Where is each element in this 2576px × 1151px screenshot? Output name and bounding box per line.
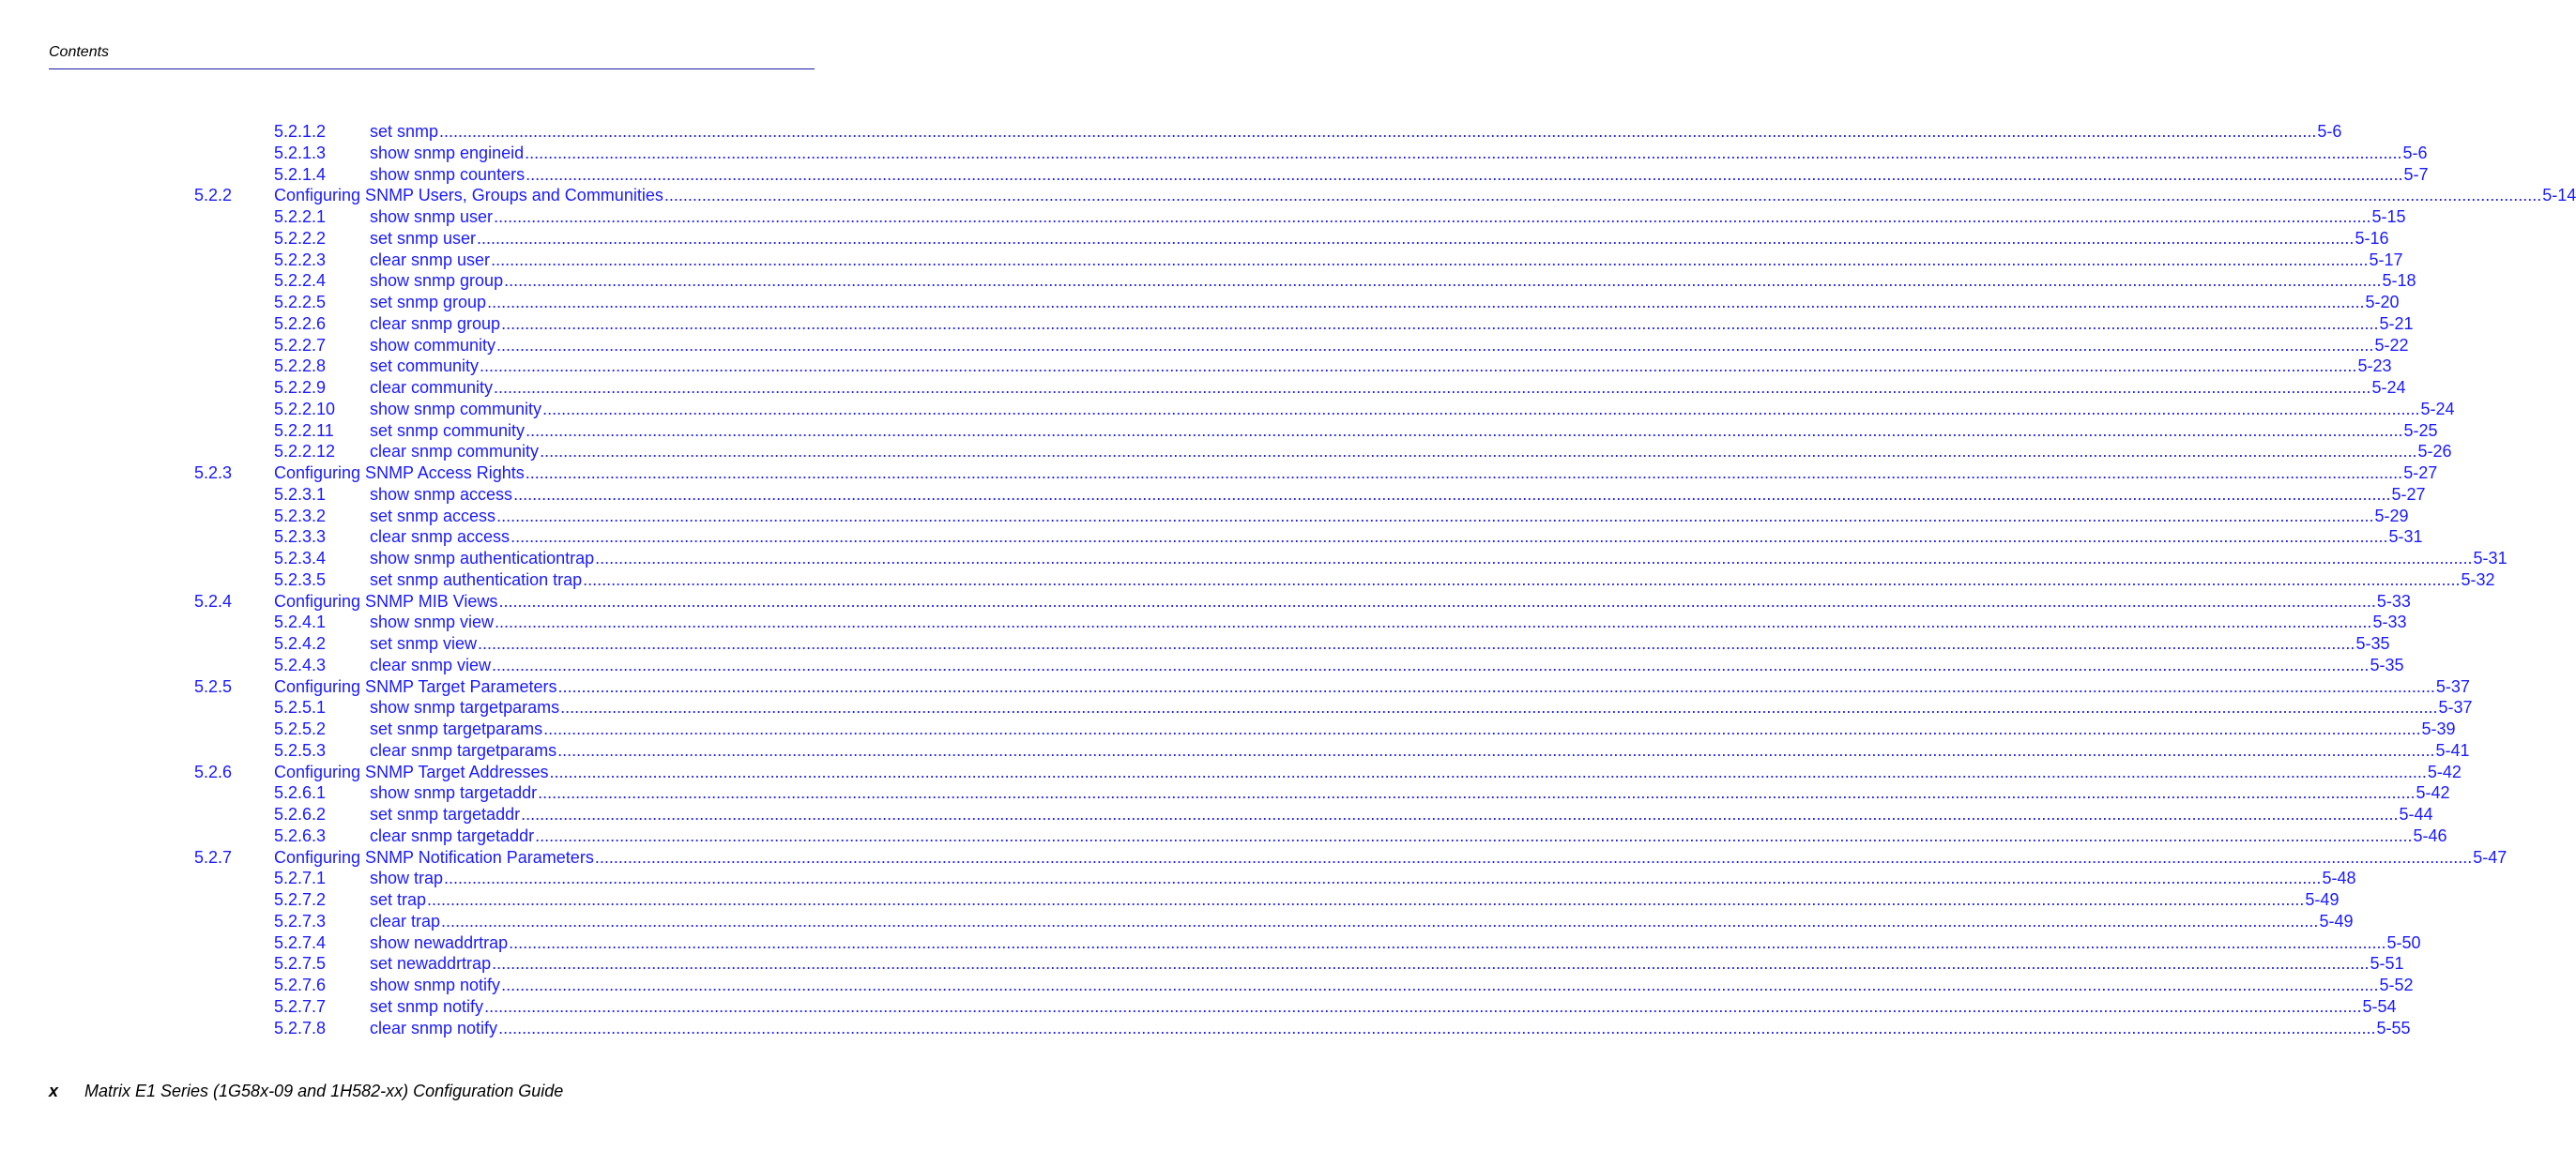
toc-entry-title: show snmp targetaddr bbox=[370, 783, 538, 803]
toc-entry[interactable] bbox=[0, 356, 2392, 377]
toc-entry[interactable] bbox=[0, 953, 2404, 975]
toc-dot-leader: ................................................................................................................................................................................................................................................................................................................................................................................................................ bbox=[496, 506, 2374, 525]
toc-entry[interactable] bbox=[0, 143, 2428, 164]
toc-entry-link[interactable] bbox=[370, 377, 2406, 399]
toc-entry-page: 5-35 bbox=[2370, 655, 2404, 674]
toc-entry-page: 5-21 bbox=[2379, 313, 2414, 333]
toc-entry-page: 5-6 bbox=[2317, 122, 2342, 141]
toc-dot-leader: ................................................................................................................................................................................................................................................................................................................................................................................................................ bbox=[495, 613, 2372, 632]
toc-entry-number: 5.2.6.2 bbox=[274, 805, 327, 824]
toc-entry[interactable] bbox=[0, 377, 2406, 399]
toc-entry-page: 5-41 bbox=[2435, 740, 2470, 760]
toc-entry-page: 5-55 bbox=[2376, 1018, 2411, 1037]
toc-entry-number: 5.2.2.8 bbox=[274, 356, 327, 376]
toc-entry-number: 5.2.6.1 bbox=[274, 783, 327, 803]
toc-entry-title: set snmp view bbox=[370, 634, 478, 653]
toc-entry-page: 5-24 bbox=[2371, 378, 2406, 397]
toc-entry-link[interactable] bbox=[370, 206, 2406, 228]
toc-entry-link[interactable] bbox=[370, 633, 2390, 655]
toc-entry[interactable] bbox=[0, 335, 2409, 356]
toc-entry-title: clear snmp view bbox=[370, 655, 492, 674]
toc-entry-link[interactable] bbox=[370, 697, 2473, 719]
toc-entry-link[interactable] bbox=[370, 719, 2456, 740]
toc-entry-title: show snmp engineid bbox=[370, 143, 525, 162]
toc-entry-link[interactable] bbox=[370, 441, 2452, 462]
toc-dot-leader: ................................................................................................................................................................................................................................................................................................................................................................................................................ bbox=[513, 484, 2391, 504]
toc-entry[interactable] bbox=[0, 250, 2403, 271]
toc-dot-leader: ................................................................................................................................................................................................................................................................................................................................................................................................................ bbox=[498, 591, 2376, 611]
toc-entry-link[interactable] bbox=[370, 335, 2409, 356]
toc-entry-title: Configuring SNMP Users, Groups and Communities bbox=[274, 186, 663, 205]
toc-entry-link[interactable] bbox=[370, 975, 2414, 996]
toc-entry-link[interactable] bbox=[370, 270, 2416, 292]
toc-dot-leader: ................................................................................................................................................................................................................................................................................................................................................................................................................ bbox=[439, 122, 2317, 141]
toc-entry-title: show community bbox=[370, 335, 496, 355]
toc-entry-title: Configuring SNMP Access Rights bbox=[274, 463, 525, 482]
toc-entry[interactable] bbox=[0, 164, 2429, 186]
toc-entry-link[interactable] bbox=[274, 591, 2411, 613]
toc-entry-title: clear snmp targetparams bbox=[370, 740, 557, 760]
toc-entry[interactable] bbox=[0, 228, 2389, 250]
toc-entry-title: show snmp view bbox=[370, 613, 495, 632]
toc-dot-leader: ................................................................................................................................................................................................................................................................................................................................................................................................................ bbox=[525, 463, 2403, 482]
toc-entry-number: 5.2.2.10 bbox=[274, 399, 336, 418]
toc-entry-link[interactable] bbox=[370, 420, 2438, 442]
toc-entry-number: 5.2.3.3 bbox=[274, 527, 327, 547]
toc-entry-page: 5-22 bbox=[2374, 335, 2409, 355]
toc-dot-leader: ................................................................................................................................................................................................................................................................................................................................................................................................................ bbox=[494, 378, 2371, 397]
footer-title: Matrix E1 Series (1G58x-09 and 1H582-xx) Configuration Guide bbox=[84, 1082, 564, 1100]
toc-dot-leader: ................................................................................................................................................................................................................................................................................................................................................................................................................ bbox=[501, 313, 2379, 333]
toc-dot-leader: ................................................................................................................................................................................................................................................................................................................................................................................................................ bbox=[484, 996, 2362, 1016]
toc-dot-leader: ................................................................................................................................................................................................................................................................................................................................................................................................................ bbox=[543, 719, 2421, 738]
toc-entry[interactable] bbox=[0, 782, 2450, 804]
toc-entry-number: 5.2.7.2 bbox=[274, 890, 327, 909]
toc-entry-page: 5-51 bbox=[2370, 954, 2404, 974]
toc-entry-title: clear snmp user bbox=[370, 250, 491, 269]
toc-dot-leader: ................................................................................................................................................................................................................................................................................................................................................................................................................ bbox=[480, 356, 2357, 376]
toc-entry[interactable] bbox=[0, 121, 2342, 143]
toc-entry[interactable] bbox=[0, 676, 2470, 698]
toc-entry-number: 5.2.4.1 bbox=[274, 613, 327, 632]
toc-entry[interactable] bbox=[0, 804, 2433, 825]
toc-entry-link[interactable] bbox=[370, 526, 2423, 548]
toc-entry-title: clear snmp group bbox=[370, 313, 501, 333]
toc-entry-title: clear snmp access bbox=[370, 527, 511, 547]
toc-entry-link[interactable] bbox=[370, 143, 2428, 164]
toc-entry[interactable] bbox=[0, 612, 2407, 633]
toc-dot-leader: ................................................................................................................................................................................................................................................................................................................................................................................................................ bbox=[511, 527, 2388, 547]
toc-entry[interactable] bbox=[0, 420, 2438, 442]
toc-entry[interactable] bbox=[0, 697, 2473, 719]
toc-entry[interactable] bbox=[0, 825, 2447, 847]
toc-dot-leader: ................................................................................................................................................................................................................................................................................................................................................................................................................ bbox=[540, 442, 2417, 462]
toc-entry-title: clear snmp notify bbox=[370, 1018, 498, 1037]
toc-entry-title: set snmp targetaddr bbox=[370, 805, 521, 824]
toc-entry-title: Configuring SNMP Notification Parameters bbox=[274, 847, 594, 867]
header-title: Contents bbox=[49, 44, 110, 60]
toc-entry[interactable] bbox=[0, 719, 2456, 740]
toc-entry[interactable] bbox=[0, 868, 2356, 889]
toc-dot-leader: ................................................................................................................................................................................................................................................................................................................................................................................................................ bbox=[498, 1018, 2376, 1037]
toc-entry[interactable] bbox=[0, 975, 2414, 996]
toc-entry-number: 5.2.7.8 bbox=[274, 1018, 327, 1037]
toc-entry-title: clear snmp community bbox=[370, 442, 540, 462]
toc-dot-leader: ................................................................................................................................................................................................................................................................................................................................................................................................................ bbox=[526, 164, 2403, 184]
toc-entry-link[interactable] bbox=[370, 996, 2397, 1018]
toc-entry-link[interactable] bbox=[370, 399, 2455, 420]
toc-entry-title: set snmp authentication trap bbox=[370, 569, 583, 589]
toc-entry-page: 5-29 bbox=[2374, 506, 2409, 525]
toc-dot-leader: ................................................................................................................................................................................................................................................................................................................................................................................................................ bbox=[549, 762, 2427, 781]
toc-dot-leader: ................................................................................................................................................................................................................................................................................................................................................................................................................ bbox=[478, 634, 2355, 653]
toc-entry[interactable] bbox=[0, 633, 2390, 655]
toc-entry-page: 5-49 bbox=[2319, 911, 2354, 931]
toc-entry-page: 5-39 bbox=[2421, 719, 2456, 738]
toc-entry-number: 5.2.2.7 bbox=[274, 335, 327, 355]
toc-dot-leader: ................................................................................................................................................................................................................................................................................................................................................................................................................ bbox=[441, 911, 2319, 931]
toc-entry-link[interactable] bbox=[370, 228, 2389, 250]
toc-entry-number: 5.2.2.1 bbox=[274, 207, 327, 226]
toc-entry[interactable] bbox=[0, 762, 2462, 783]
toc-dot-leader: ................................................................................................................................................................................................................................................................................................................................................................................................................ bbox=[477, 228, 2355, 248]
toc-entry-title: clear snmp targetaddr bbox=[370, 825, 535, 845]
toc-entry-title: Configuring SNMP Target Addresses bbox=[274, 762, 549, 781]
toc-entry-page: 5-15 bbox=[2371, 207, 2406, 226]
toc-entry-number: 5.2.7.7 bbox=[274, 996, 327, 1016]
toc-entry-title: show snmp community bbox=[370, 399, 542, 418]
toc-entry-title: set snmp notify bbox=[370, 996, 484, 1016]
toc-entry-title: set snmp access bbox=[370, 506, 496, 525]
toc-dot-leader: ................................................................................................................................................................................................................................................................................................................................................................................................................ bbox=[444, 869, 2322, 888]
toc-entry-page: 5-49 bbox=[2305, 890, 2340, 909]
toc-entry[interactable] bbox=[0, 506, 2409, 527]
toc-dot-leader: ................................................................................................................................................................................................................................................................................................................................................................................................................ bbox=[557, 740, 2435, 760]
toc-entry-page: 5-17 bbox=[2369, 250, 2403, 269]
toc-entry-page: 5-52 bbox=[2379, 976, 2414, 994]
toc-entry-page: 5-14 bbox=[2542, 186, 2576, 205]
toc-entry-page: 5-16 bbox=[2355, 228, 2389, 248]
toc-entry-page: 5-18 bbox=[2382, 271, 2416, 291]
toc-entry-number: 5.2.7.1 bbox=[274, 869, 327, 888]
toc-entry-number: 5.2.7.3 bbox=[274, 911, 327, 931]
toc-dot-leader: ................................................................................................................................................................................................................................................................................................................................................................................................................ bbox=[504, 271, 2382, 291]
toc-entry-link[interactable] bbox=[370, 121, 2342, 143]
toc-entry-page: 5-47 bbox=[2473, 847, 2507, 867]
toc-dot-leader: ................................................................................................................................................................................................................................................................................................................................................................................................................ bbox=[492, 655, 2370, 674]
toc-entry-link[interactable] bbox=[274, 185, 2576, 206]
toc-entry-number: 5.2.2.4 bbox=[274, 271, 327, 291]
toc-entry-page: 5-42 bbox=[2427, 762, 2462, 781]
toc-entry-page: 5-44 bbox=[2399, 805, 2433, 824]
toc-entry-link[interactable] bbox=[370, 1018, 2411, 1039]
toc-entry-number: 5.2.5.3 bbox=[274, 740, 327, 760]
toc-entry[interactable] bbox=[0, 911, 2354, 932]
toc-entry-title: clear trap bbox=[370, 911, 441, 931]
toc-entry-number: 5.2.7 bbox=[194, 847, 233, 867]
toc-entry-number: 5.2.7.6 bbox=[274, 976, 327, 994]
toc-entry-number: 5.2.6 bbox=[194, 762, 233, 781]
toc-entry-number: 5.2.5.1 bbox=[274, 698, 327, 718]
toc-entry-number: 5.2.5.2 bbox=[274, 719, 327, 738]
toc-entry-page: 5-33 bbox=[2376, 591, 2411, 611]
toc-entry-title: show snmp authenticationtrap bbox=[370, 549, 595, 568]
toc-entry-link[interactable] bbox=[274, 762, 2462, 783]
toc-entry-title: set community bbox=[370, 356, 480, 376]
toc-entry-title: show snmp access bbox=[370, 484, 513, 504]
toc-entry-link[interactable] bbox=[370, 740, 2470, 762]
toc-entry-title: set trap bbox=[370, 890, 427, 909]
toc-dot-leader: ................................................................................................................................................................................................................................................................................................................................................................................................................ bbox=[583, 569, 2461, 589]
toc-entry-number: 5.2.5 bbox=[194, 676, 233, 696]
header-rule bbox=[49, 68, 815, 69]
toc-entry-number: 5.2.2.11 bbox=[274, 420, 334, 440]
toc-dot-leader: ................................................................................................................................................................................................................................................................................................................................................................................................................ bbox=[595, 549, 2473, 568]
toc-entry-title: show snmp user bbox=[370, 207, 494, 226]
toc-entry-link[interactable] bbox=[370, 868, 2356, 889]
toc-entry-page: 5-27 bbox=[2403, 463, 2438, 482]
toc-dot-leader: ................................................................................................................................................................................................................................................................................................................................................................................................................ bbox=[538, 783, 2416, 803]
toc-entry[interactable] bbox=[0, 889, 2340, 911]
toc-dot-leader: ................................................................................................................................................................................................................................................................................................................................................................................................................ bbox=[542, 399, 2420, 418]
toc-entry-link[interactable] bbox=[370, 292, 2400, 313]
toc-entry-number: 5.2.2.5 bbox=[274, 293, 327, 311]
toc-entry-title: show snmp notify bbox=[370, 976, 501, 994]
toc-entry[interactable] bbox=[0, 996, 2397, 1018]
toc-entry-page: 5-31 bbox=[2473, 549, 2507, 568]
toc-entry[interactable] bbox=[0, 185, 2576, 206]
toc-entry-link[interactable] bbox=[370, 612, 2407, 633]
toc-entry-title: Configuring SNMP Target Parameters bbox=[274, 676, 557, 696]
toc-entry-page: 5-32 bbox=[2461, 569, 2495, 589]
toc-entry[interactable] bbox=[0, 484, 2426, 506]
toc-entry-title: show newaddrtrap bbox=[370, 932, 509, 952]
toc-entry[interactable] bbox=[0, 270, 2416, 292]
toc-entry-link[interactable] bbox=[370, 506, 2409, 527]
toc-entry-number: 5.2.2.6 bbox=[274, 313, 327, 333]
toc-entry-page: 5-46 bbox=[2413, 825, 2447, 845]
toc-entry-link[interactable] bbox=[370, 164, 2429, 186]
toc-entry-number: 5.2.7.5 bbox=[274, 954, 327, 974]
toc-entry-number: 5.2.2.9 bbox=[274, 378, 327, 397]
toc-entry-number: 5.2.3.2 bbox=[274, 506, 327, 525]
toc-entry-number: 5.2.3.1 bbox=[274, 484, 327, 504]
toc-entry-title: Configuring SNMP MIB Views bbox=[274, 591, 498, 611]
toc-entry-number: 5.2.3.5 bbox=[274, 569, 327, 589]
toc-entry[interactable] bbox=[0, 526, 2423, 548]
toc-entry-link[interactable] bbox=[274, 462, 2438, 484]
toc-entry-link[interactable] bbox=[370, 804, 2433, 825]
toc-entry-number: 5.2.2.3 bbox=[274, 250, 327, 269]
toc-entry-number: 5.2.4.2 bbox=[274, 634, 327, 653]
toc-entry-title: set snmp targetparams bbox=[370, 719, 543, 738]
toc-entry-page: 5-35 bbox=[2355, 634, 2390, 653]
toc-entry-title: set snmp user bbox=[370, 228, 477, 248]
toc-dot-leader: ................................................................................................................................................................................................................................................................................................................................................................................................................ bbox=[535, 825, 2413, 845]
toc-entry[interactable] bbox=[0, 740, 2470, 762]
toc-entry-number: 5.2.2 bbox=[194, 186, 233, 205]
toc-entry-page: 5-27 bbox=[2391, 484, 2426, 504]
toc-dot-leader: ................................................................................................................................................................................................................................................................................................................................................................................................................ bbox=[509, 932, 2386, 952]
toc-entry-link[interactable] bbox=[370, 782, 2450, 804]
toc-entry[interactable] bbox=[0, 569, 2495, 591]
toc-entry-page: 5-37 bbox=[2438, 698, 2473, 718]
toc-entry-title: set snmp bbox=[370, 122, 439, 141]
toc-dot-leader: ................................................................................................................................................................................................................................................................................................................................................................................................................ bbox=[427, 890, 2305, 909]
toc-entry-number: 5.2.1.4 bbox=[274, 164, 327, 184]
toc-entry-link[interactable] bbox=[370, 484, 2426, 506]
toc-entry-page: 5-50 bbox=[2386, 932, 2421, 952]
toc-dot-leader: ................................................................................................................................................................................................................................................................................................................................................................................................................ bbox=[557, 676, 2435, 696]
toc-entry-title: show trap bbox=[370, 869, 444, 888]
toc-entry-page: 5-37 bbox=[2435, 676, 2470, 696]
toc-entry-page: 5-42 bbox=[2416, 783, 2450, 803]
toc-entry-link[interactable] bbox=[370, 911, 2354, 932]
toc-entry-link[interactable] bbox=[274, 847, 2507, 869]
toc-entry-number: 5.2.1.2 bbox=[274, 122, 327, 141]
toc-dot-leader: ................................................................................................................................................................................................................................................................................................................................................................................................................ bbox=[491, 250, 2369, 269]
toc-dot-leader: ................................................................................................................................................................................................................................................................................................................................................................................................................ bbox=[594, 847, 2473, 867]
toc-entry[interactable] bbox=[0, 462, 2438, 484]
toc-entry-number: 5.2.6.3 bbox=[274, 825, 327, 845]
toc-entry-page: 5-54 bbox=[2362, 996, 2397, 1016]
toc-entry[interactable] bbox=[0, 313, 2414, 335]
toc-entry-page: 5-31 bbox=[2388, 527, 2423, 547]
toc-entry-link[interactable] bbox=[370, 889, 2340, 911]
toc-entry[interactable] bbox=[0, 591, 2411, 613]
toc-dot-leader: ................................................................................................................................................................................................................................................................................................................................................................................................................ bbox=[494, 207, 2371, 226]
toc-entry-link[interactable] bbox=[274, 676, 2470, 698]
toc-entry-link[interactable] bbox=[370, 932, 2421, 954]
toc-entry[interactable] bbox=[0, 441, 2452, 462]
toc-entry-page: 5-33 bbox=[2372, 613, 2407, 632]
toc-entry-link[interactable] bbox=[370, 953, 2404, 975]
toc-dot-leader: ................................................................................................................................................................................................................................................................................................................................................................................................................ bbox=[521, 805, 2399, 824]
toc-entry-link[interactable] bbox=[370, 655, 2404, 676]
toc-entry-link[interactable] bbox=[370, 569, 2495, 591]
toc-entry-title: show snmp group bbox=[370, 271, 504, 291]
toc-entry[interactable] bbox=[0, 206, 2406, 228]
toc-entry-number: 5.2.2.2 bbox=[274, 228, 327, 248]
toc-entry-number: 5.2.7.4 bbox=[274, 932, 327, 952]
toc-entry-title: show snmp targetparams bbox=[370, 698, 560, 718]
toc-entry-page: 5-25 bbox=[2403, 420, 2438, 440]
toc-entry-title: show snmp counters bbox=[370, 164, 526, 184]
toc-entry-link[interactable] bbox=[370, 313, 2414, 335]
toc-entry-link[interactable] bbox=[370, 548, 2507, 569]
toc-entry-number: 5.2.3.4 bbox=[274, 549, 327, 568]
toc-entry-page: 5-48 bbox=[2322, 869, 2356, 888]
toc-entry-page: 5-24 bbox=[2420, 399, 2455, 418]
toc-entry-number: 5.2.1.3 bbox=[274, 143, 327, 162]
toc-entry-page: 5-20 bbox=[2365, 293, 2400, 311]
toc-entry-title: set snmp community bbox=[370, 420, 526, 440]
toc-entry-number: 5.2.3 bbox=[194, 463, 233, 482]
toc-entry-number: 5.2.4.3 bbox=[274, 655, 327, 674]
toc-entry-title: set newaddrtrap bbox=[370, 954, 492, 974]
toc-entry[interactable] bbox=[0, 655, 2404, 676]
toc-entry[interactable] bbox=[0, 932, 2421, 954]
toc-list bbox=[0, 121, 2576, 1038]
footer bbox=[49, 1082, 563, 1101]
toc-entry[interactable] bbox=[0, 399, 2455, 420]
footer-page-number: x bbox=[49, 1082, 59, 1100]
toc-entry-number: 5.2.2.12 bbox=[274, 442, 336, 462]
toc-dot-leader: ................................................................................................................................................................................................................................................................................................................................................................................................................ bbox=[525, 143, 2402, 162]
toc-entry-title: clear community bbox=[370, 378, 494, 397]
toc-dot-leader: ................................................................................................................................................................................................................................................................................................................................................................................................................ bbox=[560, 698, 2438, 718]
toc-entry-link[interactable] bbox=[370, 825, 2447, 847]
toc-entry-page: 5-6 bbox=[2402, 143, 2428, 162]
toc-entry[interactable] bbox=[0, 847, 2507, 869]
toc-dot-leader: ................................................................................................................................................................................................................................................................................................................................................................................................................ bbox=[526, 420, 2403, 440]
toc-entry-page: 5-23 bbox=[2357, 356, 2392, 376]
toc-entry-link[interactable] bbox=[370, 250, 2403, 271]
toc-entry[interactable] bbox=[0, 1018, 2411, 1039]
toc-dot-leader: ................................................................................................................................................................................................................................................................................................................................................................................................................ bbox=[501, 976, 2379, 994]
toc-entry-number: 5.2.4 bbox=[194, 591, 233, 611]
toc-dot-leader: ................................................................................................................................................................................................................................................................................................................................................................................................................ bbox=[663, 186, 2542, 205]
toc-entry-page: 5-26 bbox=[2417, 442, 2452, 462]
toc-dot-leader: ................................................................................................................................................................................................................................................................................................................................................................................................................ bbox=[487, 293, 2365, 311]
toc-entry-link[interactable] bbox=[370, 356, 2392, 377]
toc-entry-title: set snmp group bbox=[370, 293, 487, 311]
toc-entry[interactable] bbox=[0, 292, 2400, 313]
toc-entry[interactable] bbox=[0, 548, 2507, 569]
toc-dot-leader: ................................................................................................................................................................................................................................................................................................................................................................................................................ bbox=[492, 954, 2370, 974]
toc-dot-leader: ................................................................................................................................................................................................................................................................................................................................................................................................................ bbox=[496, 335, 2374, 355]
toc-entry-page: 5-7 bbox=[2403, 164, 2429, 184]
